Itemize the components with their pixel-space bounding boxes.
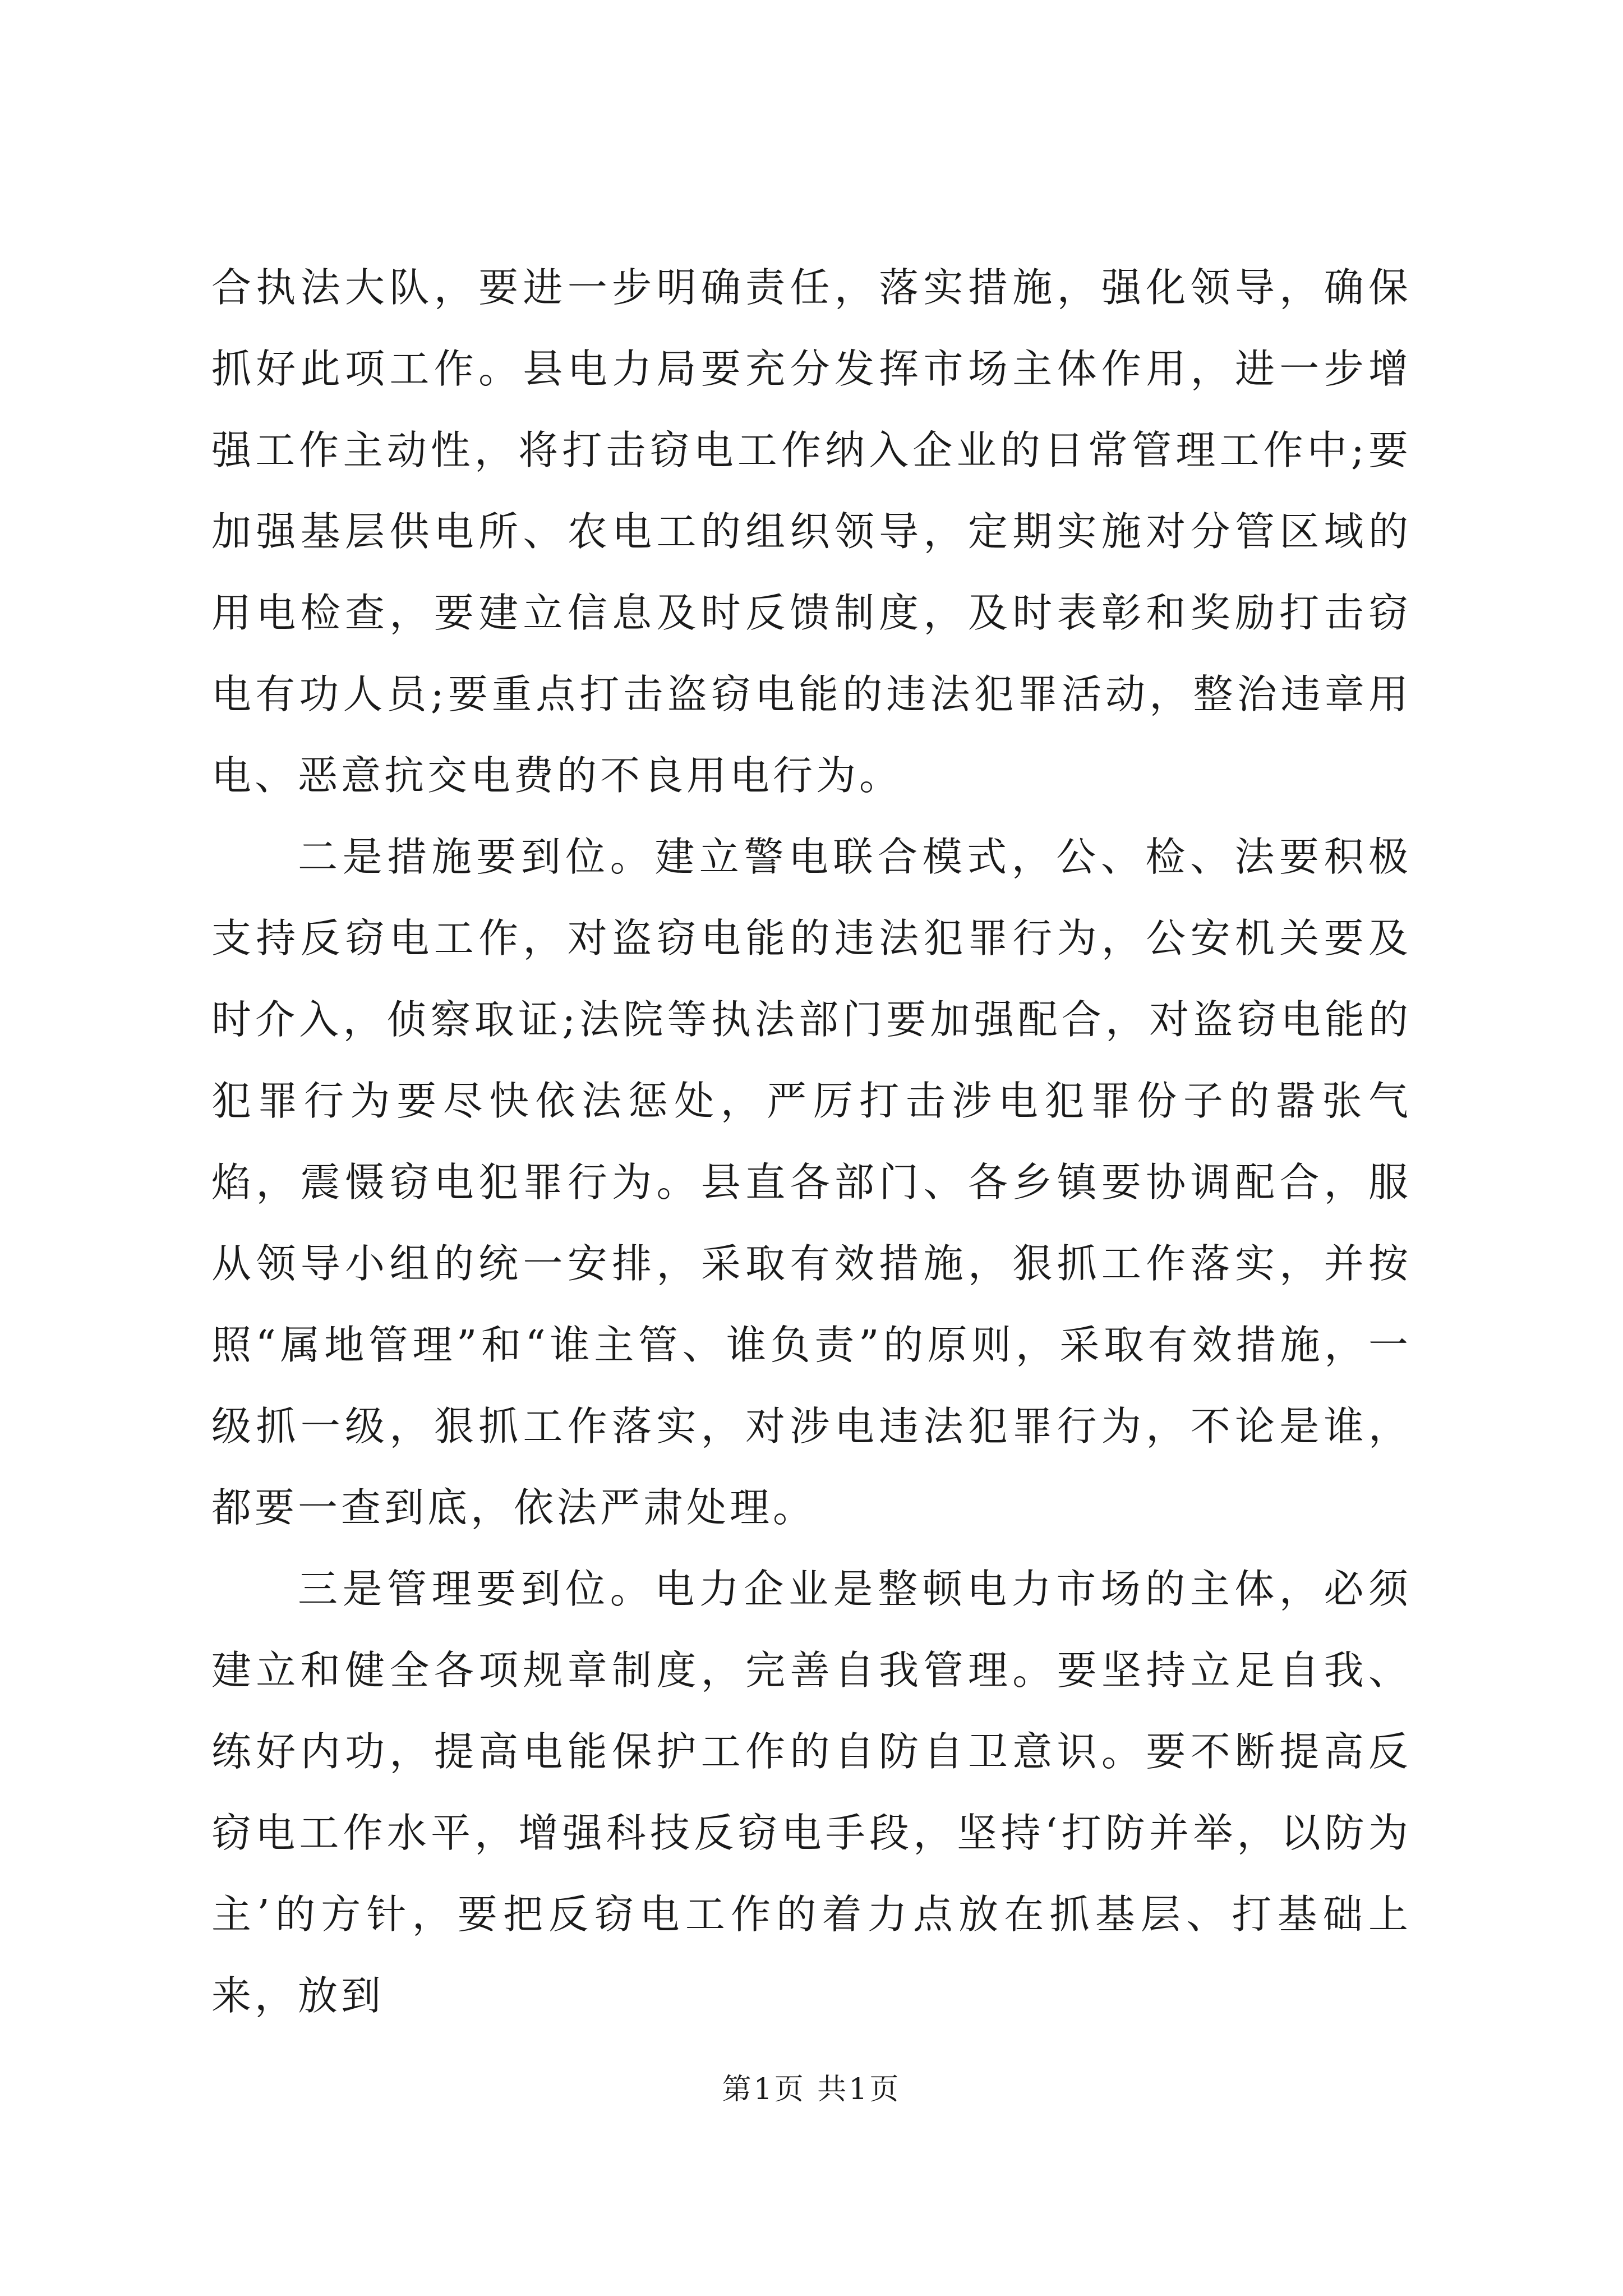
document-body — [211, 247, 1412, 2036]
paragraph-measures: 二是措施要到位。建立警电联合模式，公、检、法要积极支持反窃电工作，对盗窃电能的违法犯罪行为，公安机关要及时介入，侦察取证;法院等执法部门要加强配合，对盗窃电能的犯罪行为要尽快依法惩处，严厉打击涉电犯罪份子的嚣张气焰，震慑窃电犯罪行为。县直各部门、各乡镇要协调配合，服从领导小组的统一安排，采取有效措施，狠抓工作落实，并按照“属地管理”和“谁主管、谁负责”的原则，采取有效措施，一级抓一级，狠抓工作落实，对涉电违法犯罪行为，不论是谁，都要一查到底，依法严肃处理。 — [211, 834, 1412, 1531]
page-footer: 第1页 共1页 — [722, 2073, 901, 2106]
paragraph-continuation: 合执法大队，要进一步明确责任，落实措施，强化领导，确保抓好此项工作。县电力局要充分发挥市场主体作用，进一步增强工作主动性，将打击窃电工作纳入企业的日常管理工作中;要加强基层供电所、农电工的组织领导，定期实施对分管区域的用电检查，要建立信息及时反馈制度，及时表彰和奖励打击窃电有功人员;要重点打击盗窃电能的违法犯罪活动，整治违章用电、恶意抗交电费的不良用电行为。 — [211, 264, 1412, 799]
paragraph-management: 三是管理要到位。电力企业是整顿电力市场的主体，必须建立和健全各项规章制度，完善自我管理。要坚持立足自我、练好内功，提高电能保护工作的自防自卫意识。要不断提高反窃电工作水平，增强科技反窃电手段，坚持‘打防并举，以防为主’的方针，要把反窃电工作的着力点放在抓基层、打基础上来，放到 — [211, 1566, 1412, 2019]
